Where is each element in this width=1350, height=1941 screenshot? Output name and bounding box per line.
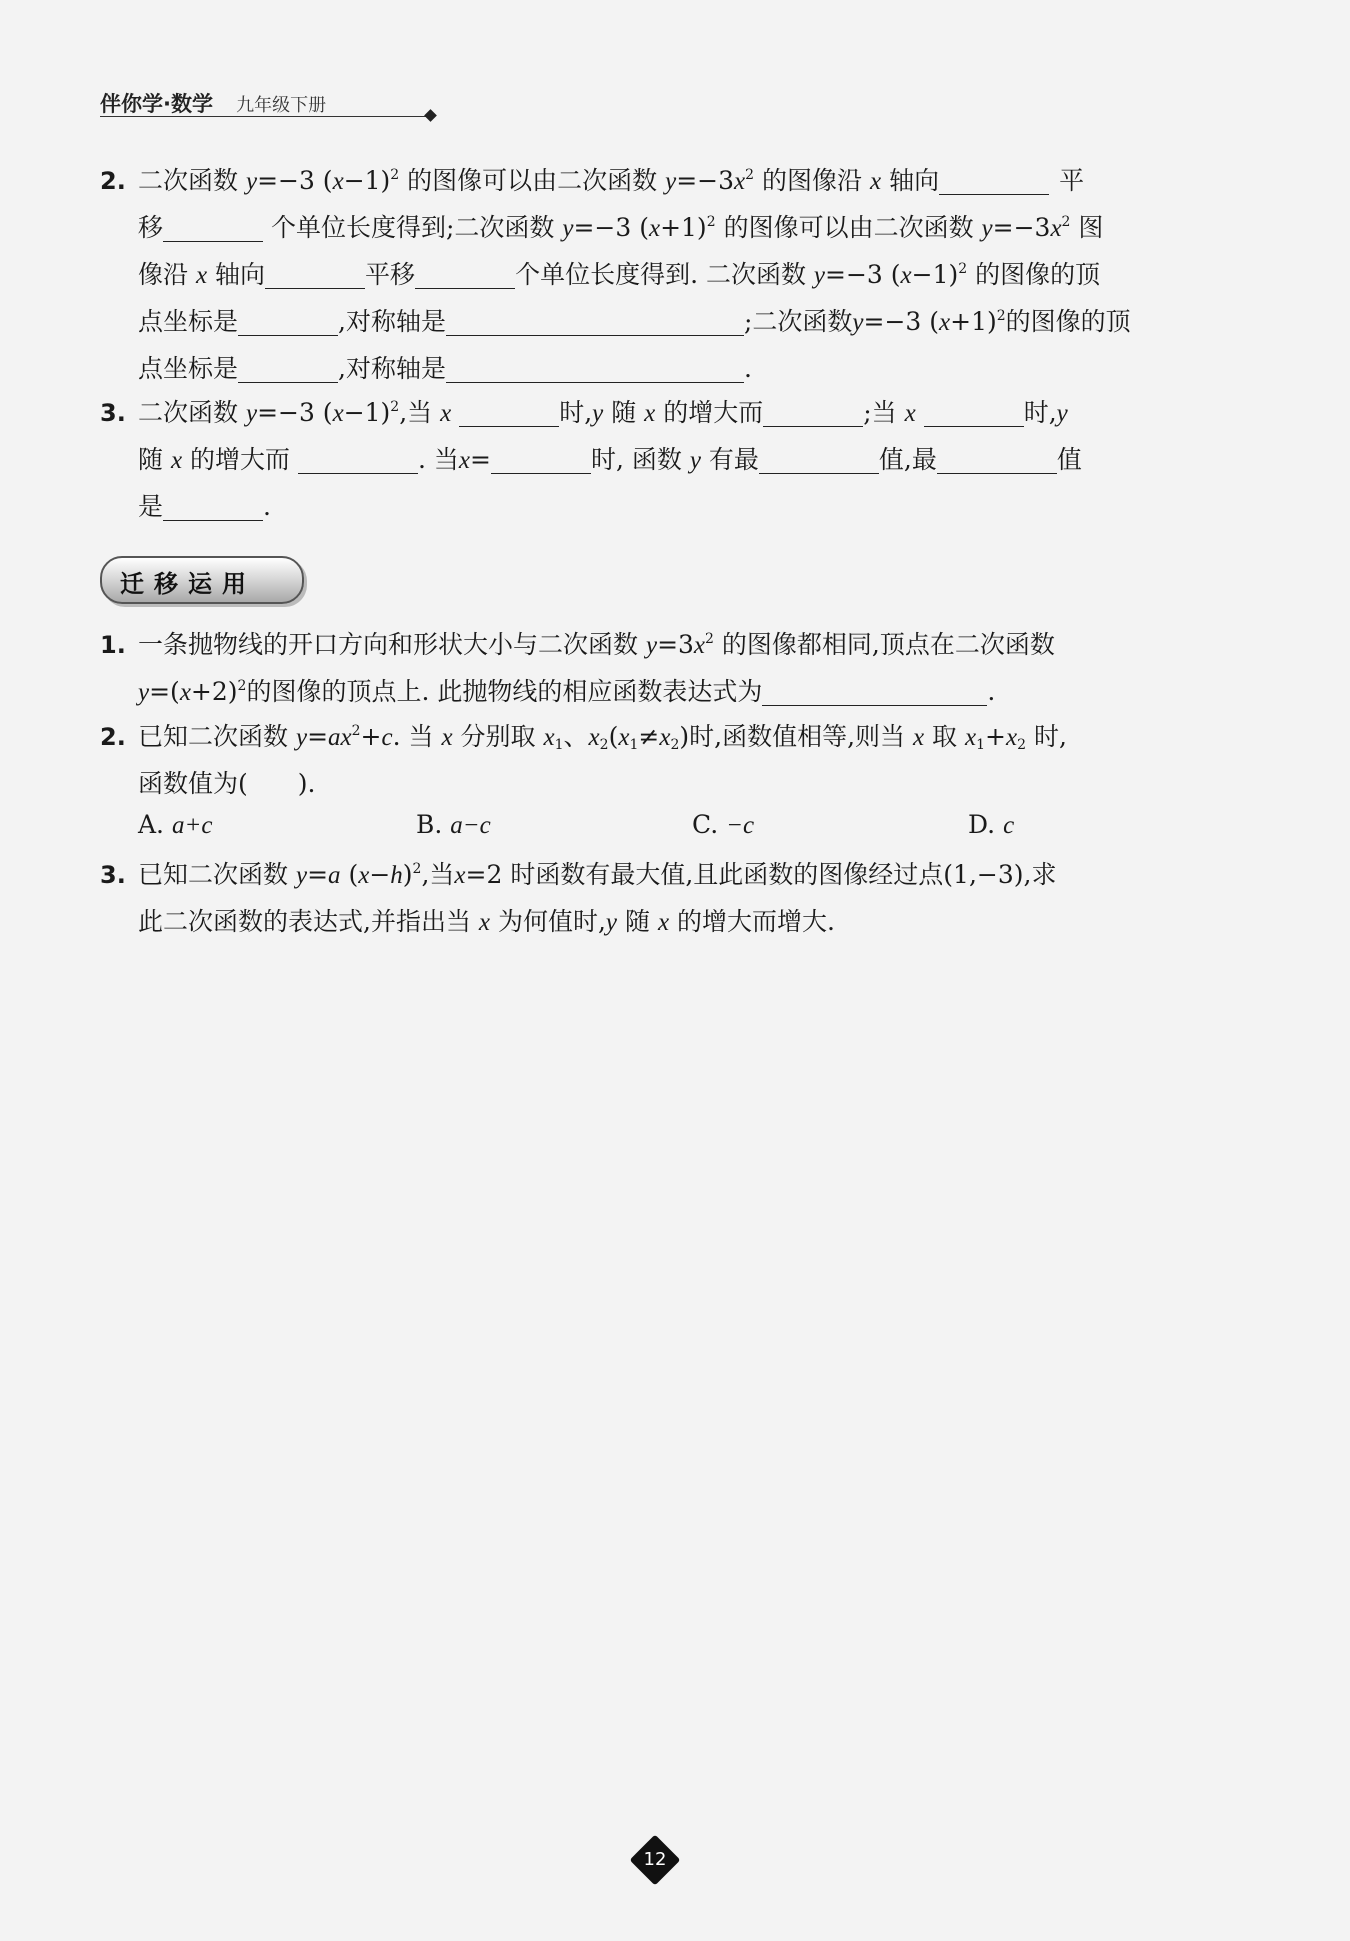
page-header [100, 88, 440, 118]
answer-blank[interactable] [415, 258, 515, 289]
answer-blank[interactable] [298, 443, 418, 474]
answer-blank[interactable] [491, 443, 591, 474]
question-number: 2. [100, 167, 126, 195]
book-title: 伴你学·数学 [100, 92, 213, 116]
answer-blank[interactable] [238, 352, 338, 383]
option-a[interactable]: A. a+c [138, 810, 213, 839]
question-text: 二次函数 y=−3 $(x-1)^2$ 的图像可以由二次函数 $y=-3x^2$ 的图像沿 x 轴向 平 移 个单位长度得到;二次函数 y=−3 $(x+1)^2$ 的图像可以由二次函数 $y=-3x^2$ 图 像沿 x 轴向 平移 个单位长度得到. 二次函数 y=−3 $(x-1)^2$ 的图像的顶 点坐标是 ,对称轴是 ;二次函数y=−3 $(x+1)^2$的图像的顶 点坐标是 ,对称轴是 . [138, 166, 1131, 383]
answer-blank[interactable] [459, 396, 559, 427]
answer-blank[interactable] [762, 675, 987, 706]
question-text: 已知二次函数 y=a $(x-h)^2$,当x=2 时函数有最大值,且此函数的图像经过点(1,−3),求 此二次函数的表达式,并指出当 x 为何值时,y 随 x 的增大而增大. [138, 860, 1057, 936]
question-2-fill-in [100, 158, 1220, 392]
answer-blank[interactable] [265, 258, 365, 289]
answer-blank[interactable] [163, 211, 263, 242]
practice-question-2 [100, 714, 1220, 807]
question-number: 3. [100, 861, 126, 889]
section-title: 迁移运用 [120, 570, 256, 598]
practice-question-3 [100, 852, 1220, 946]
option-c[interactable]: C. −c [692, 810, 755, 839]
practice-question-1 [100, 622, 1220, 716]
answer-blank[interactable] [163, 490, 263, 521]
answer-blank[interactable] [939, 164, 1049, 195]
header-rule [100, 116, 430, 117]
question-3-fill-in [100, 390, 1220, 530]
option-b[interactable]: B. a−c [416, 810, 491, 839]
section-badge [100, 556, 304, 604]
question-text: 一条抛物线的开口方向和形状大小与二次函数 $y=3x^2$ 的图像都相同,顶点在二次函数 $y=(x+2)^2$的图像的顶点上. 此抛物线的相应函数表达式为 . [138, 630, 1055, 706]
question-text: 已知二次函数 $y=ax^2+c$. 当 x 分别取 $x_1$、$x_2(x_1\ne x_2)$时,函数值相等,则当 x 取 $x_1+x_2$ 时, 函数值为( ). [138, 722, 1067, 798]
answer-blank[interactable] [446, 352, 744, 383]
answer-blank[interactable] [446, 305, 744, 336]
answer-blank[interactable] [763, 396, 863, 427]
question-number: 1. [100, 631, 126, 659]
question-text: 二次函数 y=−3 $(x-1)^2$,当 x 时,y 随 x 的增大而 ;当 x 时,y 随 x 的增大而 . 当x= 时, 函数 y 有最 值,最 值 是 . [138, 398, 1082, 521]
answer-blank[interactable] [924, 396, 1024, 427]
question-number: 2. [100, 723, 126, 751]
option-d[interactable]: D. c [968, 810, 1015, 839]
page-number: 12 [643, 1849, 667, 1870]
answer-blank[interactable] [238, 305, 338, 336]
question-number: 3. [100, 399, 126, 427]
answer-blank[interactable] [937, 443, 1057, 474]
book-subtitle: 九年级下册 [236, 95, 327, 116]
answer-blank[interactable] [759, 443, 879, 474]
header-diamond-icon [424, 109, 437, 122]
